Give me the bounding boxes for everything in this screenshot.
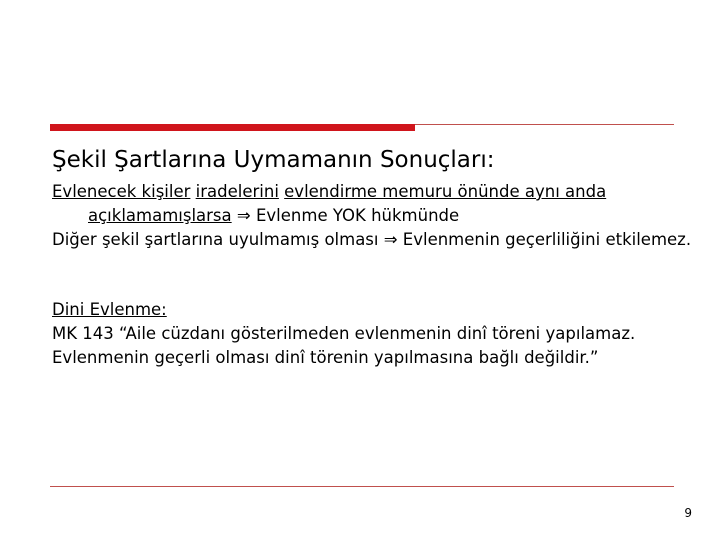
paragraph-mk143: MK 143 “Aile cüzdanı gösterilmeden evlenmenin dinî töreni yapılamaz. — [52, 324, 636, 343]
paragraph-invalid-marriage — [52, 180, 692, 228]
paragraph-validity: Evlenmenin geçerli olması dinî törenin yapılmasına bağlı değildir.” — [52, 348, 599, 367]
paragraph-other-conditions: Diğer şekil şartlarına uyulmamış olması ⇒ Evlenmenin geçerliliğini etkilemez. — [52, 230, 692, 249]
underlined-phrase-officiant: evlendirme memuru önünde aynı anda açıklamamışlarsa — [88, 182, 607, 225]
slide-title: Şekil Şartlarına Uymamanın Sonuçları: — [52, 147, 495, 173]
underlined-phrase-persons: Evlenecek kişiler — [52, 182, 191, 201]
page-number: 9 — [684, 506, 692, 520]
title-divider-line — [415, 124, 674, 125]
title-accent-bar — [50, 124, 415, 131]
section-spacer — [52, 252, 692, 298]
footer-divider-line — [50, 486, 674, 487]
consequence-text: Evlenme YOK hükmünde — [255, 206, 460, 225]
underlined-phrase-intent: iradelerini — [195, 182, 279, 201]
section-heading-religious-marriage: Dini Evlenme: — [52, 300, 167, 319]
slide-body — [52, 180, 692, 370]
implies-arrow-icon: ⇒ — [231, 206, 256, 225]
